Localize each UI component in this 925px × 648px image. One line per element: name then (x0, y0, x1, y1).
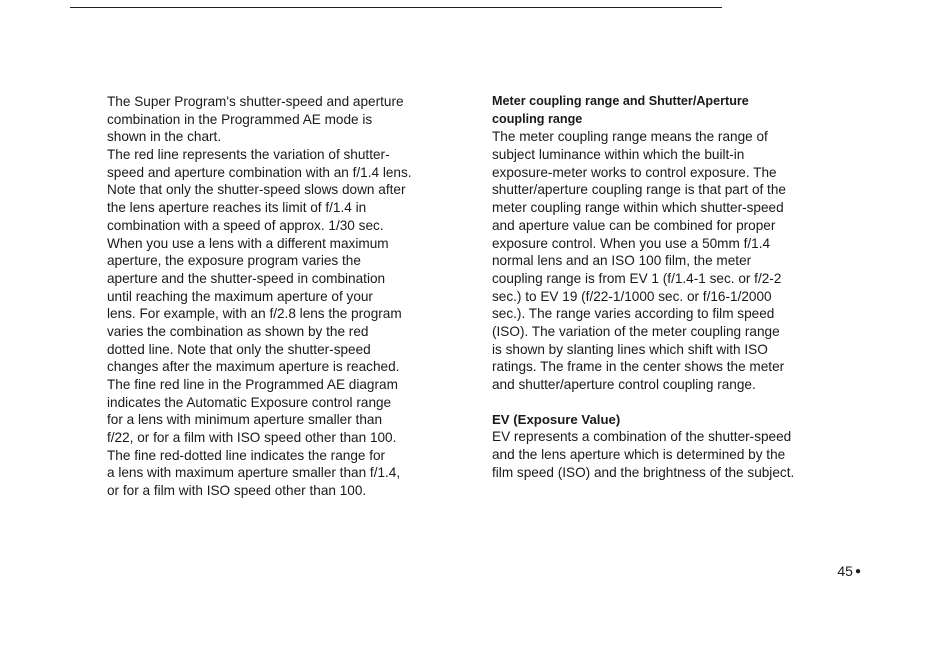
body-text-line: aperture, the exposure program varies the (107, 253, 361, 269)
body-text-line: shutter/aperture coupling range is that part of the (492, 182, 786, 198)
body-text-line: dotted line. Note that only the shutter-speed (107, 341, 371, 357)
body-text-line: a lens with maximum aperture smaller than f/1.4, (107, 465, 401, 481)
body-text-line: or for a film with ISO speed other than 100. (107, 483, 367, 499)
body-text-line: combination with a speed of approx. 1/30 sec. (107, 217, 384, 233)
body-text-line: normal lens and an ISO 100 film, the meter (492, 253, 752, 269)
body-text-line: varies the combination as shown by the red (107, 323, 369, 339)
meter-coupling-heading: Meter coupling range and Shutter/Aperture (492, 94, 749, 108)
top-rule (70, 7, 722, 8)
body-text-line: Note that only the shutter-speed slows down after (107, 182, 406, 198)
body-text-line: exposure control. When you use a 50mm f/1.4 (492, 235, 771, 251)
section-gap (492, 394, 852, 411)
body-text-line: speed and aperture combination with an f/1.4 lens. (107, 164, 412, 180)
body-text-line: (ISO). The variation of the meter coupling range (492, 323, 780, 339)
body-text-line: EV represents a combination of the shutter-speed (492, 429, 792, 445)
body-text-line: shown in the chart. (107, 129, 222, 145)
page-number-value: 45 (837, 563, 853, 579)
body-text-line: is shown by slanting lines which shift with ISO (492, 341, 768, 357)
body-text-line: and the lens aperture which is determined by the (492, 447, 786, 463)
body-text-line: indicates the Automatic Exposure control range (107, 394, 392, 410)
body-text-line: The red line represents the variation of shutter- (107, 147, 390, 163)
body-text-line: When you use a lens with a different maximum (107, 235, 389, 251)
body-text-line: changes after the maximum aperture is reached. (107, 359, 400, 375)
bullet-icon: ● (854, 566, 861, 578)
body-text-line: for a lens with minimum aperture smaller than (107, 412, 383, 428)
body-text-line: ratings. The frame in the center shows the meter (492, 359, 785, 375)
meter-coupling-section (492, 93, 852, 394)
ev-heading: EV (Exposure Value) (492, 411, 621, 427)
body-text-line: The Super Program's shutter-speed and aperture (107, 94, 404, 109)
body-text-line: meter coupling range within which shutter-speed (492, 200, 784, 216)
body-text-line: sec.). The range varies according to film speed (492, 306, 775, 322)
body-text-line: film speed (ISO) and the brightness of the subject. (492, 464, 795, 480)
body-text-line: until reaching the maximum aperture of your (107, 288, 373, 304)
meter-coupling-heading: coupling range (492, 111, 583, 126)
body-text-line: sec.) to EV 19 (f/22-1/1000 sec. or f/16-1/2000 (492, 288, 772, 304)
body-text-line: exposure-meter works to control exposure. The (492, 164, 777, 180)
left-column (107, 93, 477, 500)
ev-section (492, 411, 852, 482)
body-text-line: the lens aperture reaches its limit of f/1.4 in (107, 200, 367, 216)
body-text-line: The meter coupling range means the range of (492, 129, 768, 145)
body-text-line: lens. For example, with an f/2.8 lens the program (107, 306, 402, 322)
body-text-line: subject luminance within which the built-in (492, 147, 745, 163)
body-text-line: f/22, or for a film with ISO speed other than 100. (107, 430, 397, 446)
page-number (837, 562, 861, 581)
body-text-line: The fine red line in the Programmed AE diagram (107, 377, 398, 392)
body-text-line: The fine red-dotted line indicates the range for (107, 447, 386, 463)
body-text-line: coupling range is from EV 1 (f/1.4-1 sec. or f/2-2 (492, 270, 782, 286)
body-text-line: and shutter/aperture control coupling range. (492, 377, 756, 392)
body-text-line: aperture and the shutter-speed in combination (107, 270, 386, 286)
body-text-line: combination in the Programmed AE mode is (107, 111, 373, 127)
body-text-line: and aperture value can be combined for proper (492, 217, 776, 233)
right-column (492, 93, 852, 481)
